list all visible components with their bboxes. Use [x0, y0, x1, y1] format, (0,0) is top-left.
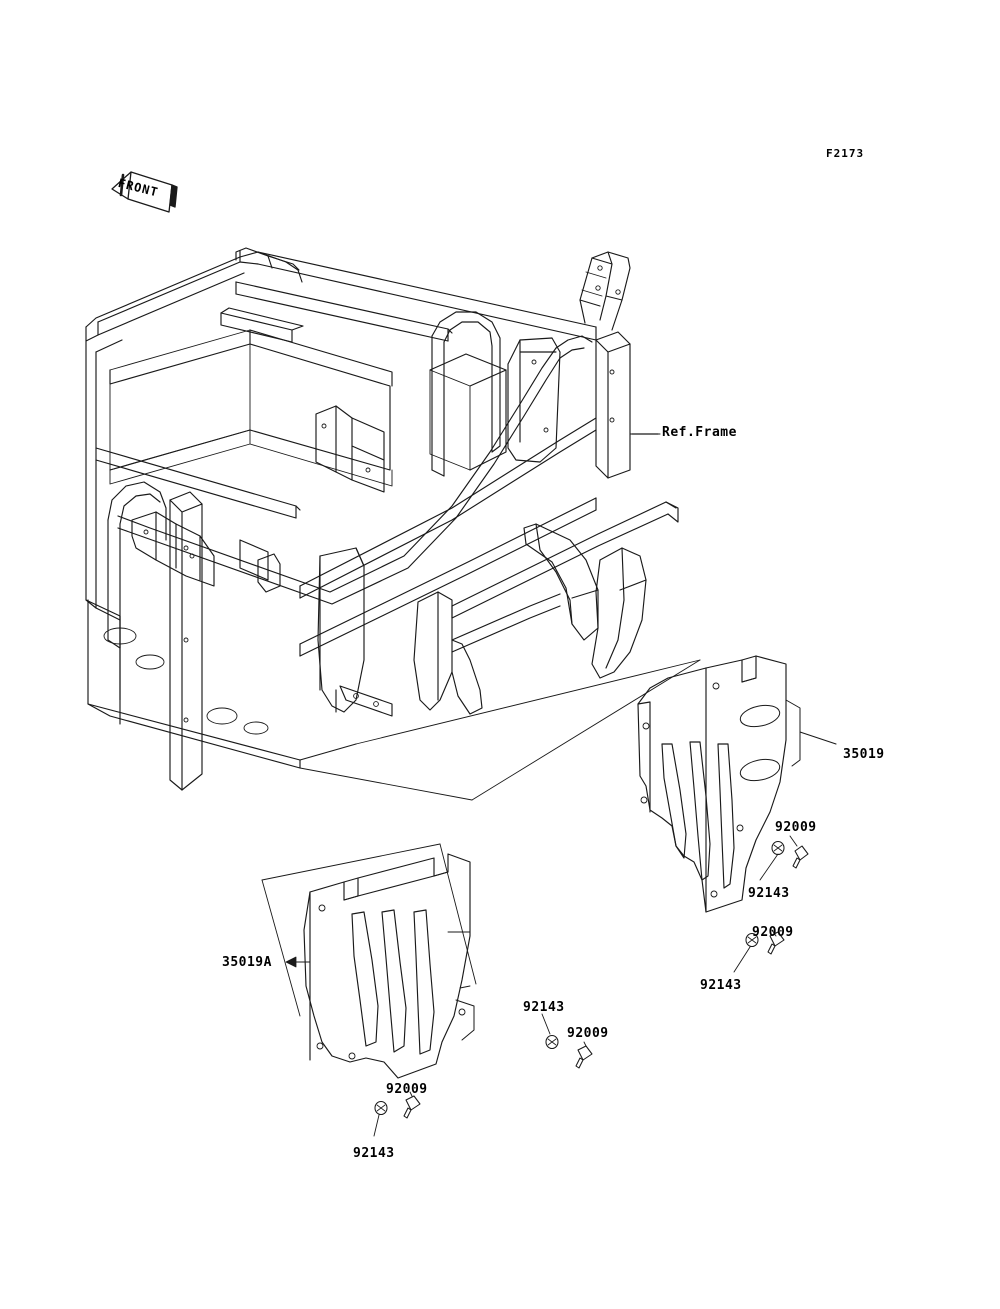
callout-92143-right-upper: 92143 [748, 886, 790, 901]
callout-92009-left-upper: 92009 [567, 1026, 609, 1041]
fasteners-right [734, 836, 808, 972]
part-35019a-left-mud-guard [286, 854, 474, 1078]
reference-frame-drawing [86, 248, 678, 790]
callout-92143-left-lower: 92143 [353, 1146, 395, 1161]
callout-92143-right-lower: 92143 [700, 978, 742, 993]
front-marker-label: FRONT [116, 176, 160, 200]
sheet-code: F2173 [826, 147, 865, 160]
ref-frame-label: Ref.Frame [662, 425, 737, 440]
callout-92009-right-upper: 92009 [775, 820, 817, 835]
callout-92009-left-lower: 92009 [386, 1082, 428, 1097]
callout-92143-left-upper: 92143 [523, 1000, 565, 1015]
callout-35019: 35019 [843, 747, 885, 762]
callout-92009-right-lower: 92009 [752, 925, 794, 940]
projection-lines [262, 660, 700, 1016]
part-35019-right-mud-guard [638, 656, 836, 912]
callout-35019a: 35019A [222, 955, 272, 970]
